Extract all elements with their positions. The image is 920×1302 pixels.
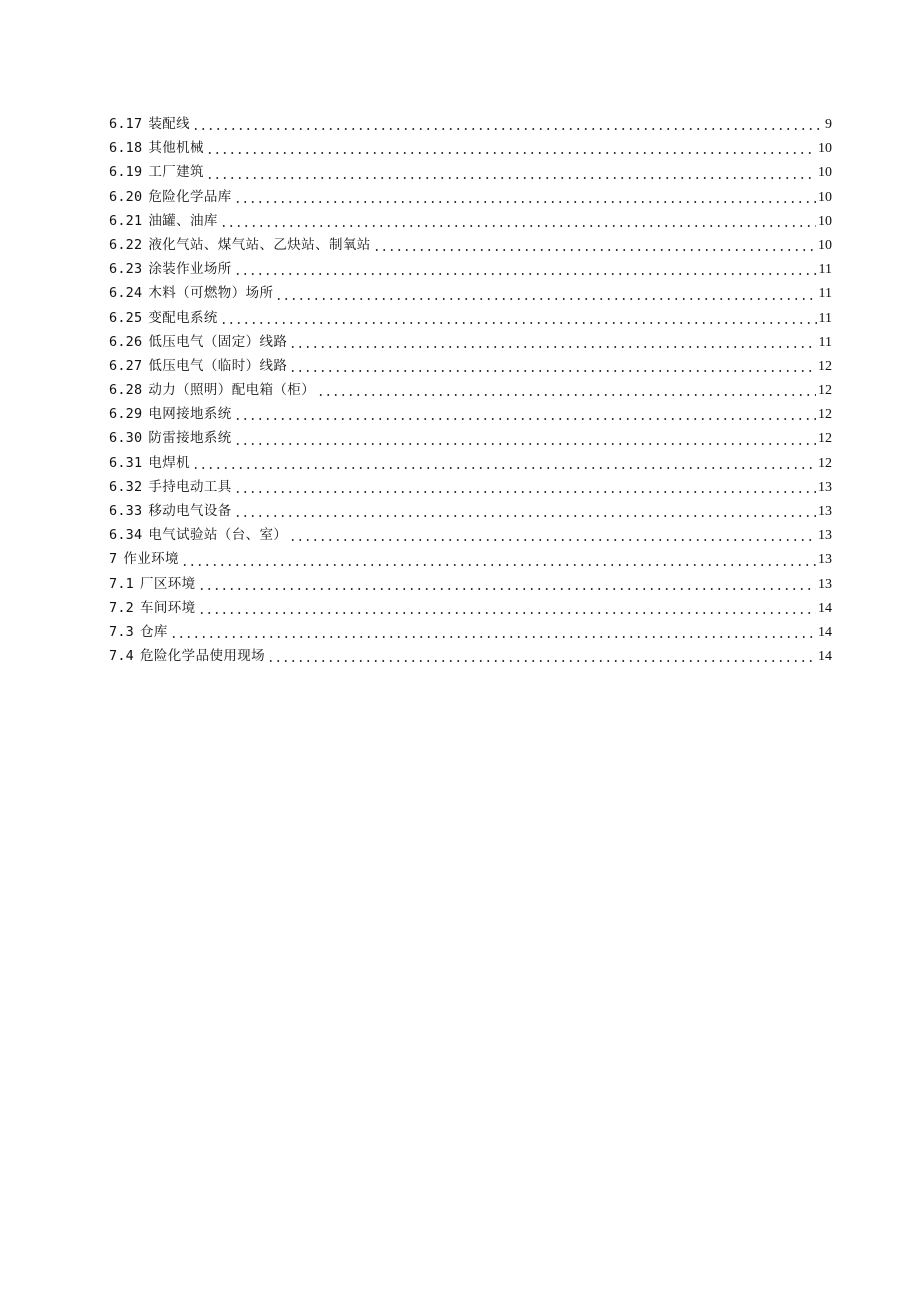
toc-entry-title: 木料（可燃物）场所 — [148, 285, 274, 302]
toc-entry-title: 动力（照明）配电箱（柜） — [148, 382, 316, 399]
toc-entry[interactable] — [109, 620, 832, 644]
toc-entry[interactable] — [109, 523, 832, 547]
dot-leader — [234, 491, 816, 493]
toc-entry-number: 6.20 — [109, 188, 143, 205]
toc-entry-number: 7.4 — [109, 648, 134, 665]
dot-leader — [170, 636, 816, 638]
table-of-contents — [109, 112, 832, 668]
toc-entry-title: 危险化学品库 — [148, 188, 232, 205]
toc-entry-page: 10 — [818, 165, 832, 181]
toc-entry[interactable] — [109, 112, 832, 136]
toc-entry-number: 7 — [109, 551, 118, 568]
toc-entry-page: 13 — [818, 504, 832, 519]
toc-entry[interactable] — [109, 354, 832, 378]
dot-leader — [267, 660, 816, 662]
toc-entry[interactable] — [109, 572, 832, 596]
toc-entry-page: 14 — [818, 624, 832, 640]
toc-entry-number: 6.31 — [109, 454, 143, 471]
toc-entry[interactable] — [109, 499, 832, 523]
toc-entry[interactable] — [109, 596, 832, 620]
toc-entry-title: 其他机械 — [148, 140, 204, 157]
toc-entry-page: 11 — [818, 334, 832, 350]
dot-leader — [234, 273, 817, 275]
dot-leader — [198, 588, 816, 590]
toc-entry[interactable] — [109, 547, 832, 571]
toc-entry[interactable] — [109, 378, 832, 402]
toc-entry-page: 10 — [818, 213, 832, 229]
toc-entry[interactable] — [109, 330, 832, 354]
toc-entry-title: 厂区环境 — [139, 575, 196, 592]
dot-leader — [220, 322, 817, 324]
toc-entry-number: 6.26 — [109, 333, 143, 350]
toc-entry-number: 6.32 — [109, 478, 143, 495]
toc-entry-number: 6.33 — [109, 503, 143, 519]
dot-leader — [198, 612, 816, 614]
toc-entry-number: 6.34 — [109, 527, 143, 544]
toc-entry-title: 移动电气设备 — [148, 503, 232, 519]
toc-entry-title: 电网接地系统 — [148, 406, 232, 423]
toc-entry[interactable] — [109, 644, 832, 668]
toc-entry-number: 7.2 — [109, 599, 134, 616]
toc-entry-title: 作业环境 — [123, 551, 179, 568]
toc-entry-title: 低压电气（固定）线路 — [148, 333, 288, 350]
toc-entry-title: 危险化学品使用现场 — [139, 648, 266, 665]
toc-entry-page: 13 — [818, 576, 832, 592]
toc-entry-number: 6.22 — [109, 236, 143, 253]
toc-entry-page: 12 — [818, 455, 832, 471]
toc-entry-number: 6.18 — [109, 140, 143, 157]
dot-leader — [234, 201, 816, 203]
toc-entry-number: 6.19 — [109, 164, 143, 181]
toc-entry-title: 电焊机 — [148, 454, 191, 471]
toc-entry-title: 液化气站、煤气站、乙炔站、制氧站 — [148, 236, 371, 253]
toc-entry-page: 12 — [818, 431, 832, 447]
dot-leader — [220, 225, 816, 227]
toc-entry-title: 工厂建筑 — [148, 164, 204, 181]
toc-entry-page: 14 — [818, 600, 832, 616]
toc-entry-title: 低压电气（临时）线路 — [148, 357, 288, 374]
dot-leader — [373, 249, 816, 251]
dot-leader — [234, 418, 816, 420]
toc-entry-page: 13 — [818, 528, 832, 544]
toc-entry-number: 6.25 — [109, 309, 143, 326]
toc-entry-title: 涂装作业场所 — [148, 261, 232, 278]
toc-entry[interactable] — [109, 306, 832, 330]
dot-leader — [234, 515, 816, 517]
toc-entry-number: 6.21 — [109, 212, 143, 229]
toc-entry-number: 6.23 — [109, 261, 143, 278]
toc-entry-number: 6.27 — [109, 357, 143, 374]
toc-entry[interactable] — [109, 402, 832, 426]
toc-entry[interactable] — [109, 426, 832, 450]
toc-entry-title: 油罐、油库 — [148, 212, 218, 229]
toc-entry-page: 13 — [818, 479, 832, 495]
dot-leader — [289, 346, 816, 348]
toc-entry-page: 11 — [818, 262, 832, 278]
dot-leader — [192, 467, 816, 469]
toc-entry-page: 12 — [818, 407, 832, 423]
toc-entry-page: 10 — [818, 237, 832, 253]
toc-entry-number: 7.1 — [109, 575, 134, 592]
toc-entry-page: 12 — [818, 383, 832, 399]
toc-entry-title: 变配电系统 — [148, 309, 218, 326]
toc-entry[interactable] — [109, 160, 832, 184]
toc-entry[interactable] — [109, 185, 832, 209]
dot-leader — [275, 298, 816, 300]
toc-entry-title: 仓库 — [139, 623, 168, 640]
toc-entry-title: 手持电动工具 — [148, 478, 232, 495]
toc-entry-page: 11 — [818, 286, 832, 302]
toc-entry-page: 10 — [818, 141, 832, 157]
toc-entry[interactable] — [109, 281, 832, 305]
toc-entry-page: 10 — [818, 189, 832, 205]
toc-entry-number: 6.24 — [109, 285, 143, 302]
toc-entry-number: 6.28 — [109, 382, 143, 399]
toc-entry[interactable] — [109, 233, 832, 257]
toc-entry-number: 6.30 — [109, 430, 143, 447]
toc-entry-title: 防雷接地系统 — [148, 430, 232, 447]
toc-entry-page: 11 — [818, 310, 832, 326]
toc-entry-title: 电气试验站（台、室） — [148, 527, 288, 544]
toc-entry[interactable] — [109, 136, 832, 160]
toc-entry[interactable] — [109, 257, 832, 281]
toc-entry[interactable] — [109, 451, 832, 475]
toc-entry-page: 9 — [825, 117, 832, 132]
dot-leader — [206, 152, 816, 154]
toc-entry-page: 14 — [818, 649, 832, 665]
toc-entry-title: 装配线 — [148, 116, 191, 132]
dot-leader — [206, 177, 816, 179]
toc-entry-page: 12 — [818, 358, 832, 374]
toc-entry-number: 6.17 — [109, 116, 143, 132]
dot-leader — [192, 128, 823, 130]
toc-entry-title: 车间环境 — [139, 599, 196, 616]
toc-entry-number: 7.3 — [109, 623, 134, 640]
dot-leader — [289, 370, 816, 372]
dot-leader — [289, 539, 816, 541]
toc-entry-number: 6.29 — [109, 406, 143, 423]
dot-leader — [317, 394, 816, 396]
dot-leader — [181, 564, 816, 566]
toc-entry[interactable] — [109, 475, 832, 499]
toc-entry-page: 13 — [818, 552, 832, 568]
dot-leader — [234, 443, 816, 445]
toc-entry[interactable] — [109, 209, 832, 233]
